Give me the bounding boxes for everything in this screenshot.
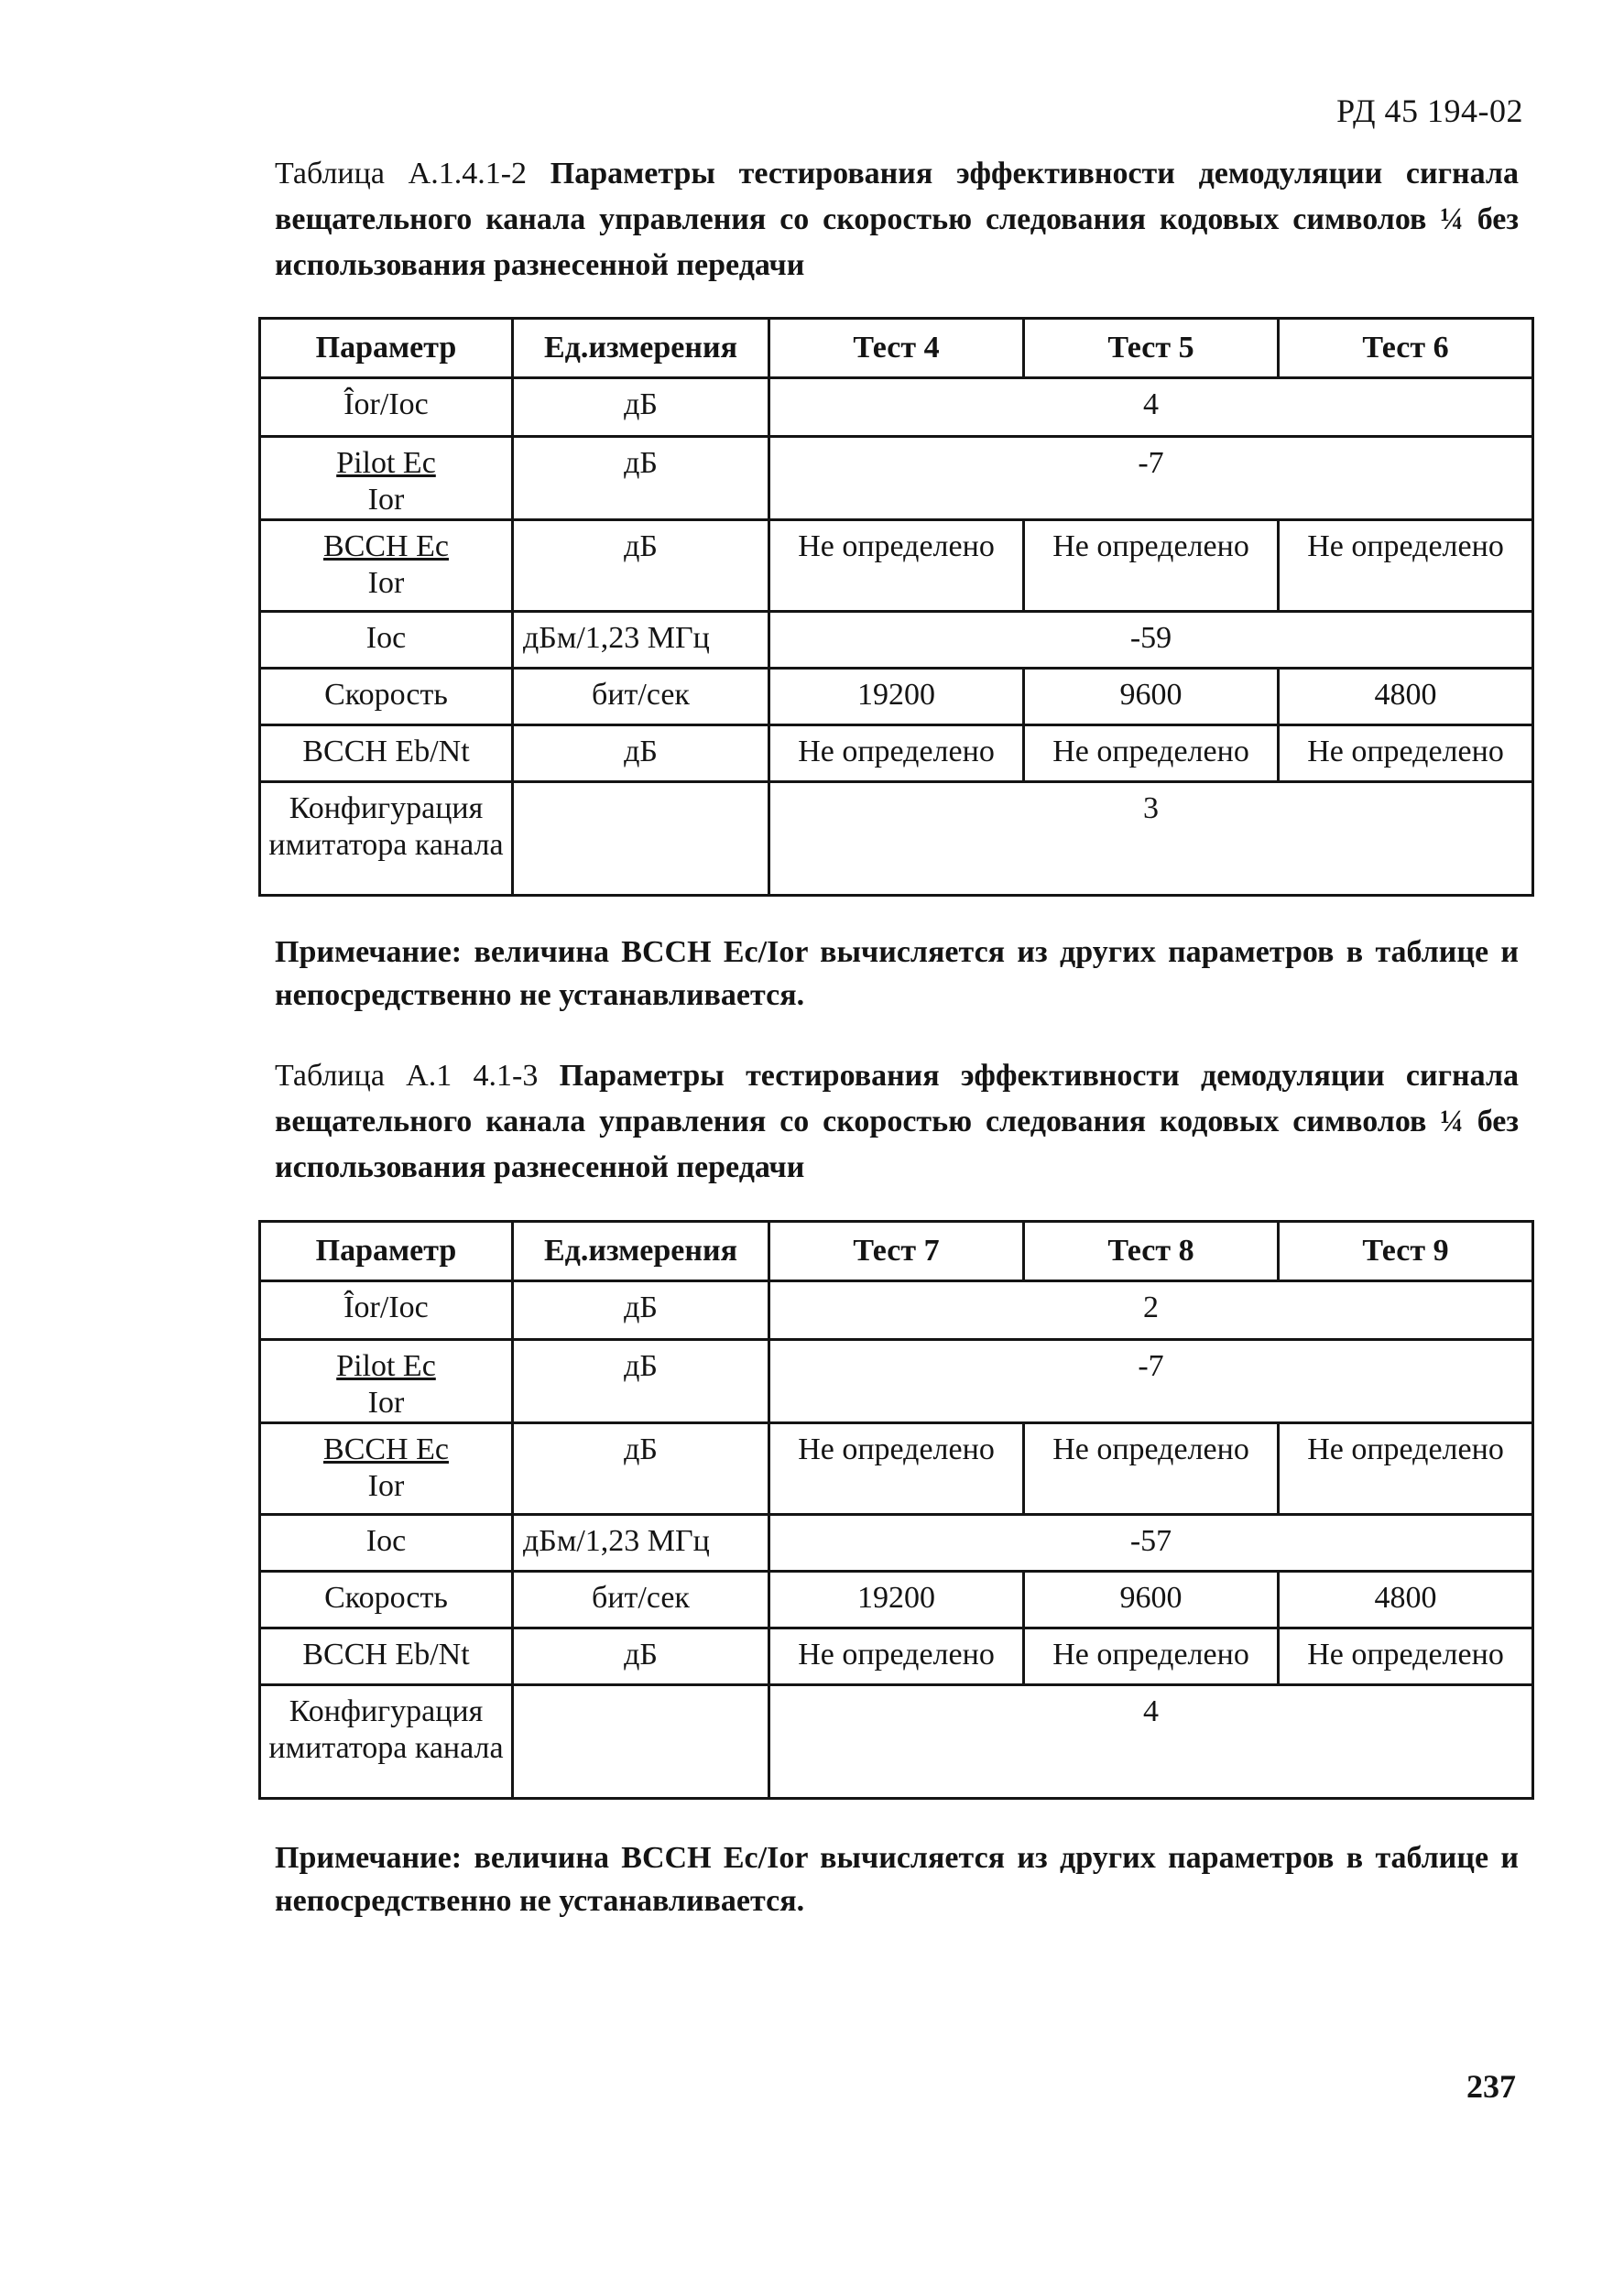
unit-cell: дБ [513, 725, 769, 782]
table-caption [275, 1053, 1519, 1191]
unit-cell: дБм/1,23 МГц [513, 612, 769, 669]
unit-cell: дБ [513, 1340, 769, 1423]
value-cell: Не определено [769, 1628, 1024, 1685]
unit-cell: дБ [513, 1628, 769, 1685]
param-fraction-top: BCCH Ec [323, 1432, 449, 1466]
column-header: Параметр [260, 1222, 513, 1281]
value-cell: -57 [769, 1515, 1533, 1572]
table-row [260, 520, 1533, 612]
param-cell [260, 437, 513, 520]
param-fraction-top: Pilot Ec [336, 446, 436, 480]
value-cell: Не определено [1279, 725, 1533, 782]
column-header: Параметр [260, 319, 513, 378]
table-row [260, 378, 1533, 437]
value-cell: Не определено [769, 725, 1024, 782]
table-row [260, 1685, 1533, 1799]
unit-cell: бит/сек [513, 669, 769, 725]
unit-cell [513, 1685, 769, 1799]
param-cell: Скорость [260, 1572, 513, 1628]
value-cell: 4800 [1279, 1572, 1533, 1628]
table-note: Примечание: величина BCCH Ec/Ior вычисляется из других параметров в таблице и непосредственно не устанавливается. [275, 1841, 1519, 1918]
value-cell: Не определено [1024, 725, 1279, 782]
value-cell: Не определено [1024, 520, 1279, 612]
document-code: РД 45 194-02 [1336, 93, 1523, 129]
column-header: Тест 9 [1279, 1222, 1533, 1281]
column-header: Тест 6 [1279, 319, 1533, 378]
value-cell: Не определено [1279, 1423, 1533, 1515]
unit-cell: дБ [513, 437, 769, 520]
column-header: Тест 5 [1024, 319, 1279, 378]
table-note: Примечание: величина BCCH Ec/Ior вычисляется из других параметров в таблице и непосредственно не устанавливается. [275, 935, 1519, 1012]
caption-text: Параметры тестирования эффективности демодуляции сигнала вещательного канала управления со скоростью следования кодовых символов ¼ без использования разнесенной передачи [275, 157, 1520, 282]
unit-cell: дБм/1,23 МГц [513, 1515, 769, 1572]
table-row [260, 782, 1533, 896]
param-cell: BCCH Eb/Nt [260, 725, 513, 782]
params-table [258, 317, 1534, 897]
param-fraction-bottom: Ior [367, 1386, 405, 1420]
column-header: Тест 7 [769, 1222, 1024, 1281]
param-cell [260, 1423, 513, 1515]
column-header: Тест 4 [769, 319, 1024, 378]
params-table [258, 1220, 1534, 1800]
param-fraction-bottom: Ior [367, 566, 405, 600]
column-header: Ед.измерения [513, 319, 769, 378]
value-cell: 4800 [1279, 669, 1533, 725]
table-row [260, 1515, 1533, 1572]
value-cell: 4 [769, 1685, 1533, 1799]
value-cell: 19200 [769, 1572, 1024, 1628]
param-fraction-bottom: Ior [367, 483, 405, 517]
value-cell: 3 [769, 782, 1533, 896]
value-cell: 19200 [769, 669, 1024, 725]
caption-label: Таблица А.1.4.1-2 [275, 157, 528, 191]
unit-cell: дБ [513, 520, 769, 612]
page-number: 237 [1466, 2068, 1516, 2105]
value-cell: Не определено [769, 1423, 1024, 1515]
table-row [260, 437, 1533, 520]
caption-text: Параметры тестирования эффективности демодуляции сигнала вещательного канала управления со скоростью следования кодовых символов ¼ без использования разнесенной передачи [275, 1059, 1520, 1184]
value-cell: Не определено [1024, 1628, 1279, 1685]
table-row [260, 1281, 1533, 1340]
unit-cell: дБ [513, 1281, 769, 1340]
param-cell: Ioc [260, 612, 513, 669]
table-caption [275, 151, 1519, 289]
value-cell: -7 [769, 437, 1533, 520]
param-cell: Îor/Ioc [260, 1281, 513, 1340]
column-header: Ед.измерения [513, 1222, 769, 1281]
unit-cell: бит/сек [513, 1572, 769, 1628]
table-header-row [260, 319, 1533, 378]
param-cell: Конфигурация имитатора канала [260, 782, 513, 896]
param-cell: Скорость [260, 669, 513, 725]
table-row [260, 1340, 1533, 1423]
param-cell: Îor/Ioc [260, 378, 513, 437]
param-cell [260, 1340, 513, 1423]
param-fraction-top: Pilot Ec [336, 1349, 436, 1383]
value-cell: Не определено [1279, 1628, 1533, 1685]
value-cell: -59 [769, 612, 1533, 669]
table-row [260, 725, 1533, 782]
table-row [260, 1423, 1533, 1515]
param-fraction-top: BCCH Ec [323, 529, 449, 563]
table-row [260, 612, 1533, 669]
param-cell [260, 520, 513, 612]
param-cell: Конфигурация имитатора канала [260, 1685, 513, 1799]
value-cell: 2 [769, 1281, 1533, 1340]
param-cell: BCCH Eb/Nt [260, 1628, 513, 1685]
value-cell: Не определено [1024, 1423, 1279, 1515]
unit-cell: дБ [513, 378, 769, 437]
column-header: Тест 8 [1024, 1222, 1279, 1281]
table-row [260, 669, 1533, 725]
unit-cell [513, 782, 769, 896]
value-cell: 9600 [1024, 1572, 1279, 1628]
param-fraction-bottom: Ior [367, 1469, 405, 1503]
table-row [260, 1572, 1533, 1628]
table-header-row [260, 1222, 1533, 1281]
value-cell: 9600 [1024, 669, 1279, 725]
unit-cell: дБ [513, 1423, 769, 1515]
param-cell: Ioc [260, 1515, 513, 1572]
value-cell: Не определено [769, 520, 1024, 612]
value-cell: Не определено [1279, 520, 1533, 612]
value-cell: 4 [769, 378, 1533, 437]
value-cell: -7 [769, 1340, 1533, 1423]
table-row [260, 1628, 1533, 1685]
caption-label: Таблица А.1 4.1-3 [275, 1059, 539, 1093]
